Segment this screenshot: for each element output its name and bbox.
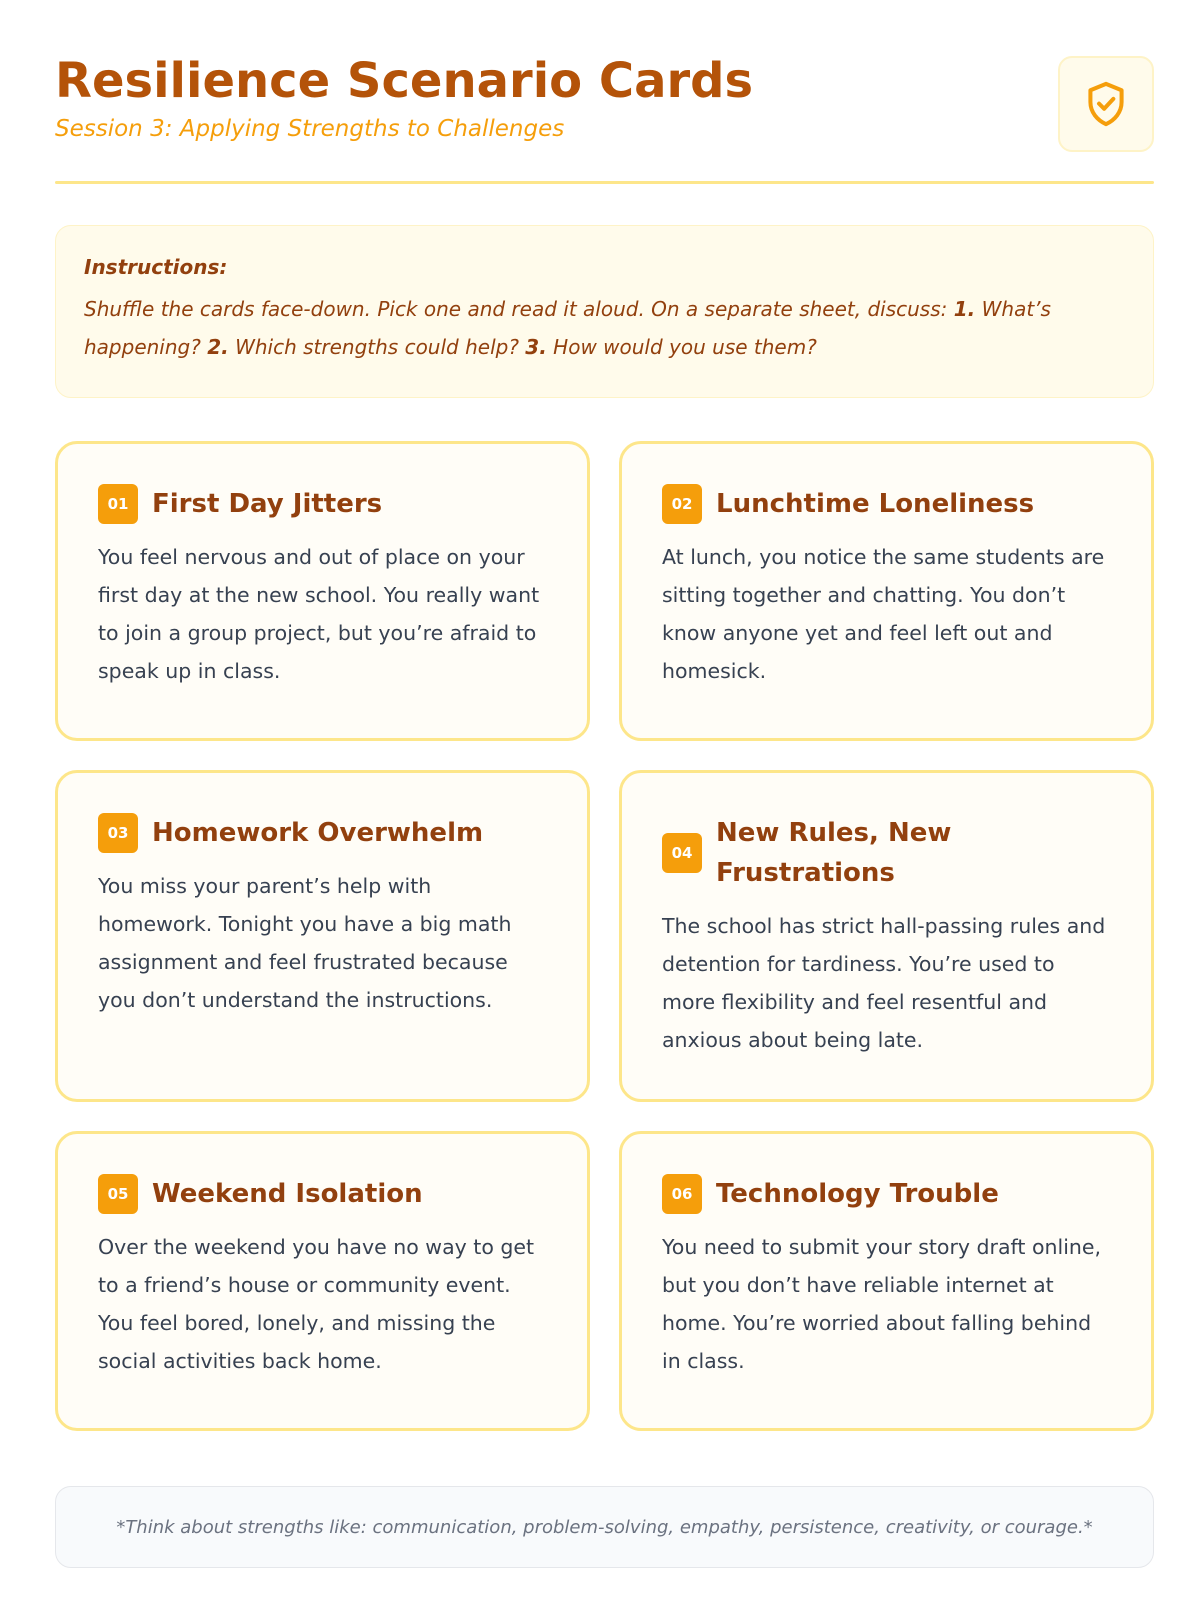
card-header <box>662 1174 1111 1214</box>
card-number-badge: 02 <box>662 484 702 524</box>
card-header <box>662 484 1111 524</box>
page-subtitle: Session 3: Applying Strengths to Challenges <box>55 116 565 142</box>
instructions-label: Instructions: <box>84 255 228 279</box>
instructions-box <box>55 225 1154 398</box>
step-2-number: 2. <box>207 335 229 359</box>
shield-badge <box>1058 56 1154 152</box>
card-title: New Rules, New Frustrations <box>716 818 952 888</box>
scenario-card-5 <box>55 1131 590 1431</box>
card-body: At lunch, you notice the same students are sitting together and chatting. You don’t know anyone yet and feel left out and homesick. <box>662 545 1105 683</box>
strengths-footnote: *Think about strengths like: communication, problem-solving, empathy, persistence, creativity, or courage.* <box>55 1486 1154 1568</box>
card-number-badge: 01 <box>98 484 138 524</box>
shield-check-icon <box>1084 80 1128 128</box>
header-divider <box>55 181 1154 184</box>
page-title: Resilience Scenario Cards <box>55 53 754 109</box>
card-title: Homework Overwhelm <box>152 818 484 848</box>
card-number-badge: 03 <box>98 813 138 853</box>
card-header <box>662 813 1111 893</box>
step-2-text: Which strengths could help? <box>228 335 526 359</box>
instructions-intro: Shuffle the cards face-down. Pick one and read it aloud. On a separate sheet, discuss: <box>84 297 954 321</box>
card-body: The school has strict hall-passing rules and detention for tardiness. You’re used to more flexibility and feel resentful and anxious about being late. <box>662 914 1106 1052</box>
worksheet-page <box>55 0 1154 1600</box>
header <box>55 52 1154 152</box>
card-title: Technology Trouble <box>716 1179 999 1209</box>
card-body: Over the weekend you have no way to get to a friend’s house or community event. You feel bored, lonely, and missing the social activities back home. <box>98 1235 535 1373</box>
step-3-text: How would you use them? <box>546 335 817 359</box>
card-body: You feel nervous and out of place on your first day at the new school. You really want to join a group project, but you’re afraid to speak up in class. <box>98 545 540 683</box>
card-header <box>98 1174 547 1214</box>
scenario-card-3 <box>55 770 590 1102</box>
step-1-number: 1. <box>953 297 976 321</box>
card-header <box>98 484 547 524</box>
scenario-card-1 <box>55 441 590 741</box>
scenario-card-4 <box>619 770 1154 1102</box>
card-number-badge: 04 <box>662 833 702 873</box>
card-title: Lunchtime Loneliness <box>716 489 1035 519</box>
step-1-text: What’s happening? <box>84 297 1051 359</box>
card-number-badge: 05 <box>98 1174 138 1214</box>
card-title: Weekend Isolation <box>152 1179 423 1209</box>
scenario-card-6 <box>619 1131 1154 1431</box>
card-title: First Day Jitters <box>152 489 383 519</box>
scenario-card-2 <box>619 441 1154 741</box>
step-3-number: 3. <box>525 335 547 359</box>
card-body: You need to submit your story draft online, but you don’t have reliable internet at home. You’re worried about falling behind in class. <box>662 1235 1102 1373</box>
card-header <box>98 813 547 853</box>
card-body: You miss your parent’s help with homework. Tonight you have a big math assignment and feel frustrated because you don’t understand the instructions. <box>98 874 512 1012</box>
card-number-badge: 06 <box>662 1174 702 1214</box>
instructions-text <box>84 290 1125 366</box>
